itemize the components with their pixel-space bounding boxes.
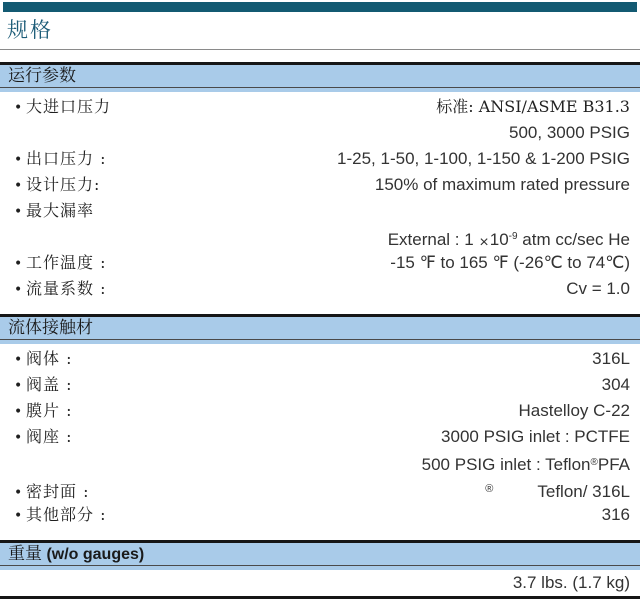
spec-value-seal: ® Teflon/ 316L [485, 482, 630, 501]
registered-trademark-icon: ® [590, 457, 598, 468]
section-header-wetted [0, 314, 640, 344]
section-wetted-materials [0, 314, 640, 528]
spec-value: 3000 PSIG inlet : PCTFE [441, 427, 630, 446]
bullet-icon: • [14, 430, 24, 446]
section-header-operating [0, 62, 640, 92]
spec-row [0, 224, 640, 250]
spec-value: 500, 3000 PSIG [509, 123, 630, 142]
spec-label: • 其他部分 : [14, 502, 106, 529]
section-title: 流体接触材 [0, 317, 640, 340]
spec-value: Cv = 1.0 [566, 279, 630, 298]
spec-page [0, 2, 640, 592]
spec-row [0, 172, 640, 198]
spec-row [0, 572, 640, 594]
spec-value: -15 ℉ to 165 ℉ (-26℃ to 74℃) [390, 253, 630, 272]
spec-value: 304 [601, 375, 630, 394]
spec-label: • 流量系数 : [14, 276, 106, 303]
spec-value-leak-rate: External : $1 \times 10^{-9}$ atm cc/sec He [387, 230, 630, 251]
registered-trademark-icon: ® [485, 483, 494, 495]
spec-label: • 设计压力: [14, 172, 100, 199]
spec-label: • 出口压力 : [14, 146, 106, 173]
spec-value: Hastelloy C-22 [518, 401, 630, 420]
spec-row [0, 372, 640, 398]
bullet-icon: • [14, 204, 24, 220]
spec-row [0, 476, 640, 502]
spec-row [0, 276, 640, 302]
section-title: 重量 (w/o gauges) [0, 543, 640, 566]
bullet-icon: • [14, 256, 24, 272]
multiply-sign: × [479, 234, 489, 251]
exponent: -9 [508, 231, 518, 242]
section-title: 运行参数 [0, 65, 640, 88]
section-title-en: (w/o gauges) [42, 546, 145, 563]
spec-label: • 密封面 : [14, 479, 89, 506]
weight-value: 3.7 lbs. (1.7 kg) [512, 573, 630, 592]
bullet-icon: • [14, 508, 24, 524]
weight-rows [0, 570, 640, 594]
spec-row [0, 398, 640, 424]
spec-value: 标准: ANSI/ASME B31.3 [436, 97, 630, 116]
spec-value: 150% of maximum rated pressure [374, 175, 630, 194]
spec-label: • 阀体 : [14, 346, 72, 373]
spec-value: 316 [601, 505, 630, 524]
spec-value-seat-low: 500 PSIG inlet : Teflon®PFA [421, 455, 630, 474]
spec-row [0, 346, 640, 372]
spec-row [0, 146, 640, 172]
spec-row [0, 198, 640, 224]
spec-label: • 工作温度 : [14, 250, 106, 277]
bullet-icon: • [14, 100, 24, 116]
section-header-weight [0, 540, 640, 570]
spec-row [0, 120, 640, 146]
bullet-icon: • [14, 282, 24, 298]
spec-label: • 大进口压力 [14, 94, 111, 121]
spec-row [0, 250, 640, 276]
bullet-icon: • [14, 378, 24, 394]
section-weight [0, 540, 640, 594]
bullet-icon: • [14, 404, 24, 420]
spec-row [0, 94, 640, 120]
spec-label: • 阀座 : [14, 424, 72, 451]
spec-row [0, 424, 640, 450]
page-title: 规格 [7, 18, 53, 42]
spec-row [0, 502, 640, 528]
bullet-icon: • [14, 485, 24, 501]
spec-value: 1-25, 1-50, 1-100, 1-150 & 1-200 PSIG [337, 149, 630, 168]
top-accent-bar [3, 2, 637, 12]
bullet-icon: • [14, 178, 24, 194]
spec-label: • 阀盖 : [14, 372, 72, 399]
spec-label: • 膜片 : [14, 398, 72, 425]
bullet-icon: • [14, 152, 24, 168]
title-divider [0, 49, 640, 50]
spec-value: 316L [592, 349, 630, 368]
spec-label: • 最大漏率 [14, 198, 94, 225]
bullet-icon: • [14, 352, 24, 368]
section-operating-parameters [0, 62, 640, 302]
operating-rows [0, 92, 640, 302]
spec-row [0, 450, 640, 476]
wetted-rows [0, 344, 640, 528]
